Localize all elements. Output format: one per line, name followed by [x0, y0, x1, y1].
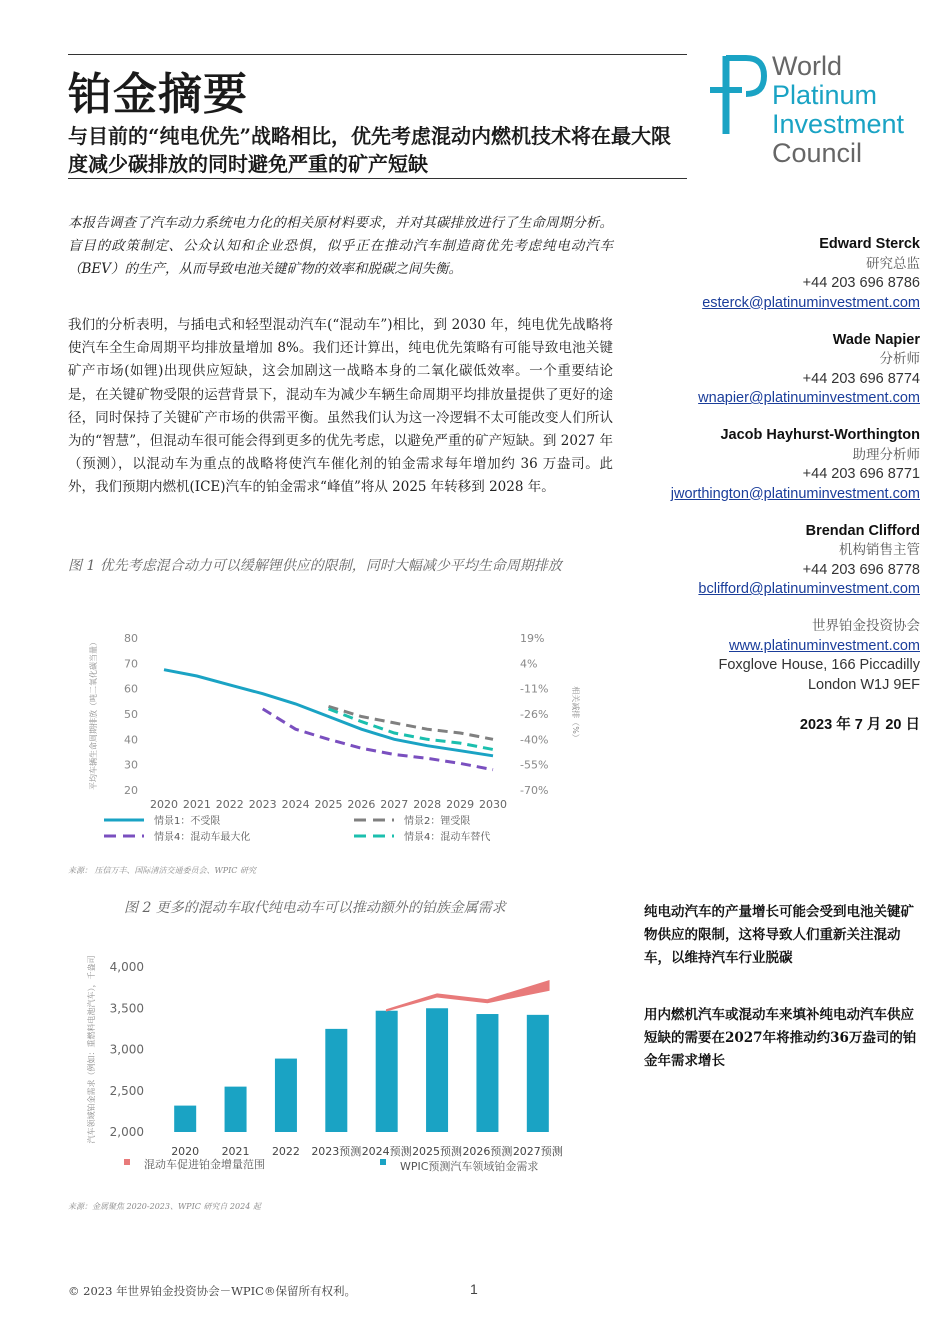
y2-tick-label: -55% — [520, 758, 549, 772]
x-tick-label: 2021 — [182, 798, 211, 811]
organization-block — [620, 617, 920, 736]
series-line-3 — [263, 709, 493, 770]
legend-label: 情景4：混动车替代 — [404, 832, 491, 843]
hybrid-uplift-band — [387, 981, 549, 1011]
x-tick-label: 2022 — [215, 798, 244, 811]
contact-email-link[interactable]: jworthington@platinuminvestment.com — [670, 485, 920, 502]
x-tick-label: 2030 — [479, 798, 507, 811]
org-website-link[interactable]: www.platinuminvestment.com — [729, 637, 920, 654]
y-tick-label: 40 — [124, 733, 138, 747]
org-name: 世界铂金投资协会 — [812, 618, 920, 634]
contact-name: Brendan Clifford — [805, 522, 920, 539]
legend-label: 情景4：混动车最大化 — [154, 832, 251, 843]
legend-label: WPIC预测汽车领域铂金需求 — [400, 1160, 539, 1173]
legend-label: 情景2：锂受限 — [404, 816, 471, 827]
contact-name: Edward Sterck — [819, 236, 920, 252]
series-line-1 — [164, 670, 493, 756]
header-top-rule — [68, 54, 687, 55]
series-line-2 — [329, 706, 494, 739]
figure2-source: 来源：金属聚焦 2020-2023、WPIC 研究自 2024 起 — [68, 1202, 261, 1211]
y2-tick-label: -40% — [520, 733, 549, 747]
legend-swatch — [124, 1159, 130, 1165]
demand-bar — [426, 1008, 448, 1132]
contact-role: 分析师 — [879, 351, 920, 367]
x-tick-label: 2024预测 — [361, 1145, 412, 1158]
x-tick-label: 2020 — [171, 1145, 200, 1158]
x-tick-label: 2025 — [314, 798, 343, 811]
contact-card — [620, 331, 920, 409]
legend-label: 混动车促进铂金增量范围 — [144, 1158, 265, 1171]
y-tick-label: 30 — [124, 758, 138, 772]
x-tick-label: 2027 — [380, 798, 409, 811]
legend-swatch — [380, 1159, 386, 1165]
figure1-line-chart — [68, 620, 628, 860]
x-tick-label: 2026预测 — [462, 1145, 513, 1158]
y2-tick-label: -70% — [520, 784, 549, 797]
contacts-sidebar — [620, 235, 920, 736]
contact-phone: +44 203 696 8771 — [802, 466, 920, 482]
body-paragraph: 我们的分析表明，与插电式和轻型混动汽车(“混动车”)相比，到 2030 年，纯电优先战略将使汽车全生命周期平均排放量增加 8%。我们还计算出，纯电优先策略有可能导致电池关键矿产市场(如锂)出现供应短缺，这会加剧这一战略本身的二氧化碳低效率。一个重要结论是，在关键矿物受限的运营背景下，混动车为减少车辆生命周期平均排放量提供了更好的途径，同时保持了关键矿产市场的供需平衡。虽然我们认为这一冷逻辑不太可能改变人们所认为的“智慧”，但混动车很可能会得到更多的优先考虑，以避免严重的矿产短缺。到 2027 年（预测），以混动车为重点的战略将使汽车催化剂的铂金需求每年增加约 36 万盎司。此外，我们预期内燃机(ICE)汽车的铂金需求“峰值”将从 2025 年转移到 2028 年。 — [68, 317, 613, 496]
y-axis-label: 汽车领域铂金需求（例如：重燃料电池汽车），千盎司 — [87, 955, 96, 1144]
y-tick-label: 4,000 — [109, 960, 144, 974]
x-tick-label: 2022 — [271, 1145, 300, 1158]
x-tick-label: 2026 — [347, 798, 376, 811]
y2-tick-label: -11% — [520, 682, 549, 696]
contact-name: Wade Napier — [832, 331, 920, 348]
org-address-line2: London W1J 9EF — [807, 676, 920, 693]
y-tick-label: 3,000 — [109, 1042, 144, 1057]
x-tick-label: 2024 — [281, 798, 310, 811]
y-tick-label: 80 — [124, 632, 138, 645]
demand-bar — [527, 1015, 549, 1132]
demand-bar — [225, 1087, 247, 1132]
x-tick-label: 2023 — [248, 798, 277, 811]
contact-email-link[interactable]: esterck@platinuminvestment.com — [702, 294, 920, 311]
wpic-logo-text — [772, 52, 904, 168]
contact-card — [620, 522, 920, 600]
contact-name: Jacob Hayhurst-Worthington — [720, 427, 920, 443]
header-bottom-rule — [68, 178, 687, 179]
y-tick-label: 2,000 — [109, 1125, 144, 1139]
contact-card — [620, 235, 920, 313]
contact-phone: +44 203 696 8786 — [802, 275, 920, 291]
x-tick-label: 2027预测 — [512, 1145, 563, 1158]
demand-bar — [275, 1059, 297, 1132]
legend-label: 情景1：不受限 — [154, 816, 221, 827]
figure1-title: 图 1 优先考虑混合动力可以缓解锂供应的限制，同时大幅减少平均生命周期排放 — [68, 558, 562, 574]
contact-card — [620, 426, 920, 504]
y2-tick-label: -26% — [520, 708, 549, 721]
y-axis-label: 平均车辆生命周期排放（吨二氧化碳当量） — [89, 638, 98, 790]
page-title: 铂金摘要 — [68, 69, 248, 120]
callout-text: 纯电动汽车的产量增长可能会受到电池关键矿物供应的限制，这将导致人们重新关注混动车，以维持汽车行业脱碳 — [644, 904, 914, 966]
footer-copyright: © 2023 年世界铂金投资协会－WPIC®保留所有权利。 — [68, 1284, 356, 1298]
logo-line-investment: Investment — [772, 109, 905, 139]
report-date: 2023 年 7 月 20 日 — [799, 717, 920, 733]
demand-bar — [325, 1029, 347, 1132]
x-tick-label: 2021 — [221, 1145, 250, 1158]
y-tick-label: 3,500 — [109, 1001, 144, 1016]
x-tick-label: 2025预测 — [412, 1145, 463, 1158]
abstract-paragraph: 本报告调查了汽车动力系统电力化的相关原材料要求，并对其碳排放进行了生命周期分析。盲目的政策制定、公众认知和企业恐惧，似乎正在推动汽车制造商优先考虑纯电动汽车（BEV）的生产，从而导致电池关键矿物的效率和脱碳之间失衡。 — [68, 215, 613, 277]
demand-bar — [376, 1011, 398, 1132]
y2-tick-label: 19% — [520, 632, 545, 645]
demand-bar — [476, 1014, 498, 1132]
page-number: 1 — [470, 1281, 478, 1297]
y-tick-label: 50 — [124, 708, 138, 721]
y-tick-label: 20 — [124, 784, 138, 797]
contact-email-link[interactable]: wnapier@platinuminvestment.com — [698, 390, 920, 406]
wpic-logo-icon — [708, 52, 770, 138]
page-subtitle: 与目前的“纯电优先”战略相比，优先考虑混动内燃机技术将在最大限度减少碳排放的同时避免严重的矿产短缺 — [68, 124, 672, 176]
y-tick-label: 2,500 — [109, 1083, 144, 1098]
callout-text: 用内燃机汽车或混动车来填补纯电动汽车供应短缺的需要在2027年将推动约36万盎司的铂金年需求增长 — [644, 1007, 917, 1069]
figure2-title: 图 2 更多的混动车取代纯电动车可以推动额外的铂族金属需求 — [124, 900, 506, 916]
logo-line-platinum: Platinum — [772, 80, 878, 110]
contact-role: 研究总监 — [866, 255, 920, 272]
y2-tick-label: 4% — [520, 657, 538, 671]
logo-line-world: World — [772, 51, 843, 81]
contact-phone: +44 203 696 8778 — [802, 561, 920, 578]
figure2-bar-chart — [68, 950, 608, 1180]
contact-email-link[interactable]: bclifford@platinuminvestment.com — [698, 581, 920, 597]
demand-bar — [174, 1106, 196, 1132]
contact-role: 助理分析师 — [852, 446, 920, 463]
contact-role: 机构销售主管 — [839, 542, 920, 558]
x-tick-label: 2023预测 — [311, 1145, 362, 1158]
y2-axis-label: 相关减排（%） — [571, 686, 580, 742]
figure1-source: 来源： 压信万丰、国际清洁交通委员会、WPIC 研究 — [68, 866, 256, 875]
logo-line-council: Council — [772, 138, 863, 168]
x-tick-label: 2028 — [413, 798, 442, 811]
x-tick-label: 2029 — [446, 798, 475, 811]
org-address-line1: Foxglove House, 166 Piccadilly — [718, 657, 920, 673]
y-tick-label: 60 — [124, 682, 138, 696]
y-tick-label: 70 — [124, 657, 138, 671]
contact-phone: +44 203 696 8774 — [802, 370, 920, 387]
x-tick-label: 2020 — [150, 798, 178, 811]
